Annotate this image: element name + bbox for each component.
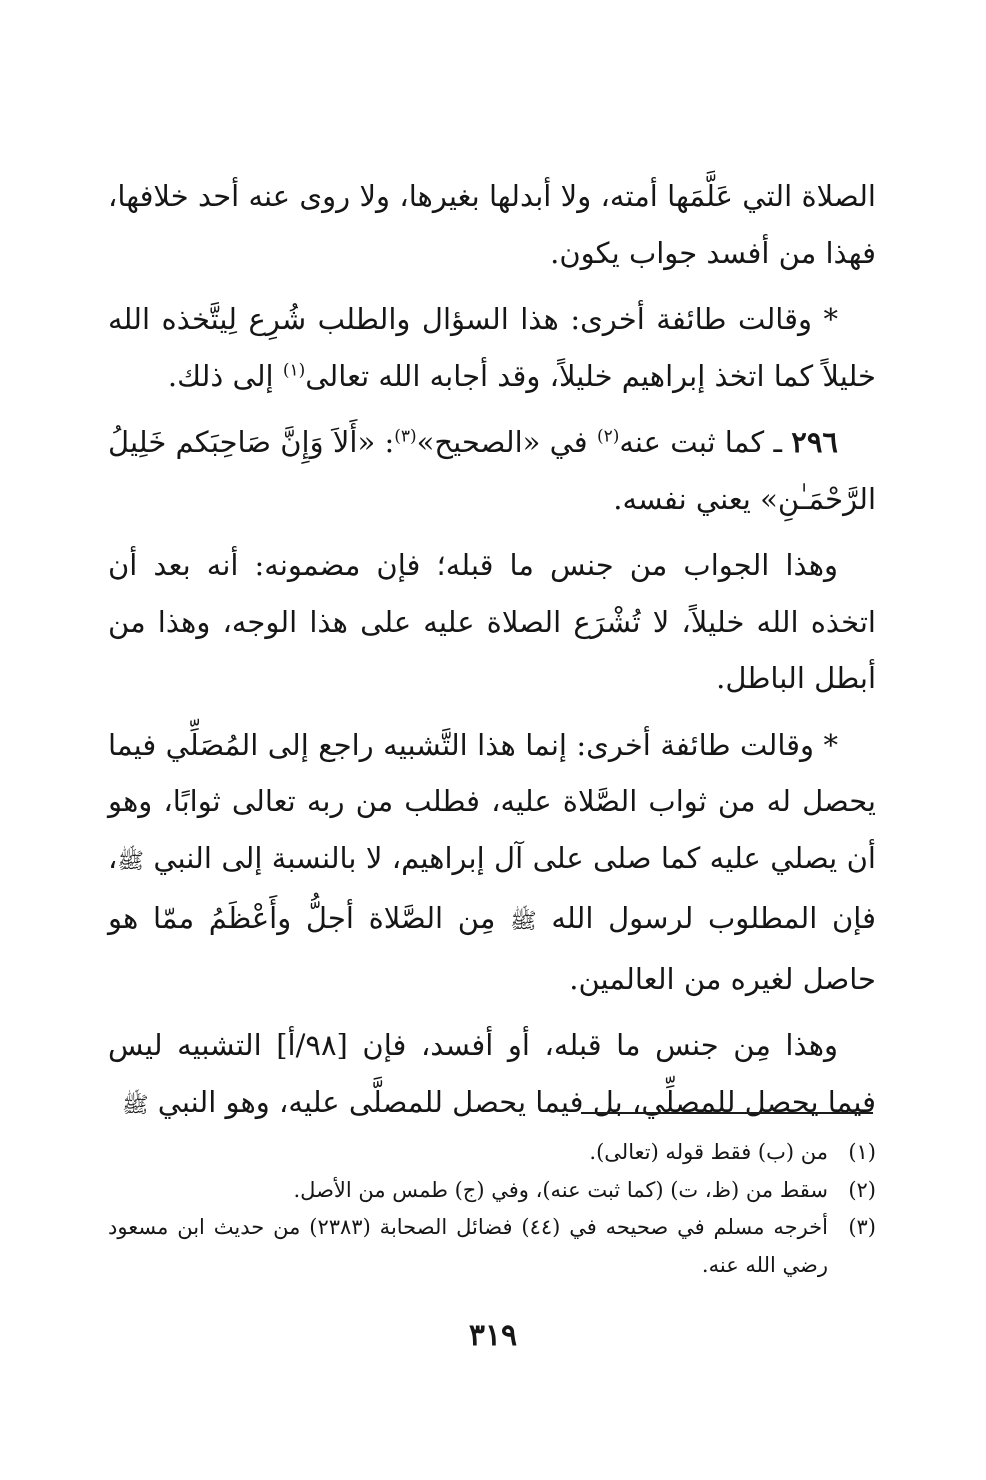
footnote-item xyxy=(108,1134,876,1172)
main-text xyxy=(108,168,876,1144)
paragraph-p2 xyxy=(108,291,876,404)
footnote-text: سقط من (ظ، ت) (كما ثبت عنه)، وفي (ج) طمس من الأصل. xyxy=(293,1177,828,1202)
footnote-text: أخرجه مسلم في صحيحه في (٤٤) فضائل الصحابة (٢٣٨٣) من حديث ابن مسعود رضي الله عنه. xyxy=(108,1215,828,1277)
footnote-ref: (٣) xyxy=(394,426,417,447)
text-run: في «الصحيح» xyxy=(416,425,597,459)
salawat-glyph: ﷺ xyxy=(121,1092,149,1118)
text-run: إلى ذلك. xyxy=(167,358,283,393)
footnote-mark: (٣) xyxy=(848,1215,876,1239)
footnote-mark: (٢) xyxy=(848,1177,876,1202)
text-run: * وقالت طائفة أخرى: إنما هذا التَّشبيه راجع إلى المُصَلِّي فيما يحصل له من ثواب الصَّلاة عليه، فطلب من ربه تعالى ثوابًا، وهو أن يصلي عليه كما صلى على آل إبراهيم، لا بالنسبة إلى النبي xyxy=(108,727,876,875)
paragraph-p5 xyxy=(108,717,876,1008)
hadith-number: ٢٩٦ xyxy=(791,425,838,459)
text-run: * وقالت طائفة أخرى: هذا السؤال والطلب شُرِع لِيتَّخذه الله خليلاً كما اتخذ إبراهيم خليلاً، وقد أجابه الله تعالى xyxy=(108,302,876,393)
salawat-glyph: ﷺ xyxy=(117,848,144,874)
salawat-glyph: ﷺ xyxy=(510,909,537,934)
text-run: ، فإن المطلوب لرسول الله xyxy=(108,840,876,935)
footnote-text: من (ب) فقط قوله (تعالى). xyxy=(589,1140,828,1164)
text-run: وهذا الجواب من جنس ما قبله؛ فإن مضمونه: أنه بعد أن اتخذه الله خليلاً، لا تُشْرَع الصلاة عليه على هذا الوجه، وهذا من أبطل الباطل. xyxy=(108,548,876,695)
footnote-ref: (٢) xyxy=(596,426,620,447)
text-run: ـ كما ثبت عنه xyxy=(619,425,792,459)
footnote-item xyxy=(108,1209,876,1284)
paragraph-p6 xyxy=(108,1017,876,1134)
footnotes xyxy=(108,1134,876,1284)
paragraph-p4 xyxy=(108,537,876,707)
paragraph-p1 xyxy=(108,168,876,281)
text-run: الصلاة التي عَلَّمَها أمته، ولا أبدلها بغيرها، ولا روى عنه أحد خلافها، فهذا من أفسد جواب يكون. xyxy=(108,179,876,270)
footnote-item xyxy=(108,1172,876,1210)
text-run: : «أَلاَ وَإِنَّ صَاحِبَكم خَلِيلُ الرَّحْمَـٰنِ» يعني نفسه. xyxy=(108,425,876,516)
paragraph-p3 xyxy=(108,414,876,527)
text-run: مِن الصَّلاة أجلُّ وأَعْظَمُ ممّا هو حاصل لغيره من العالمين. xyxy=(108,901,876,996)
footnote-ref: (١) xyxy=(282,359,306,380)
footnote-mark: (١) xyxy=(848,1140,876,1164)
text-run: وهذا مِن جنس ما قبله، أو أفسد، فإن [٩٨/أ] التشبيه ليس فيما يحصل للمصلِّي، بل فيما يحصل للمصلَّى عليه، وهو النبي xyxy=(108,1028,876,1119)
footnote-separator xyxy=(581,1112,873,1114)
page-number: ٣١٩ xyxy=(468,1318,518,1353)
